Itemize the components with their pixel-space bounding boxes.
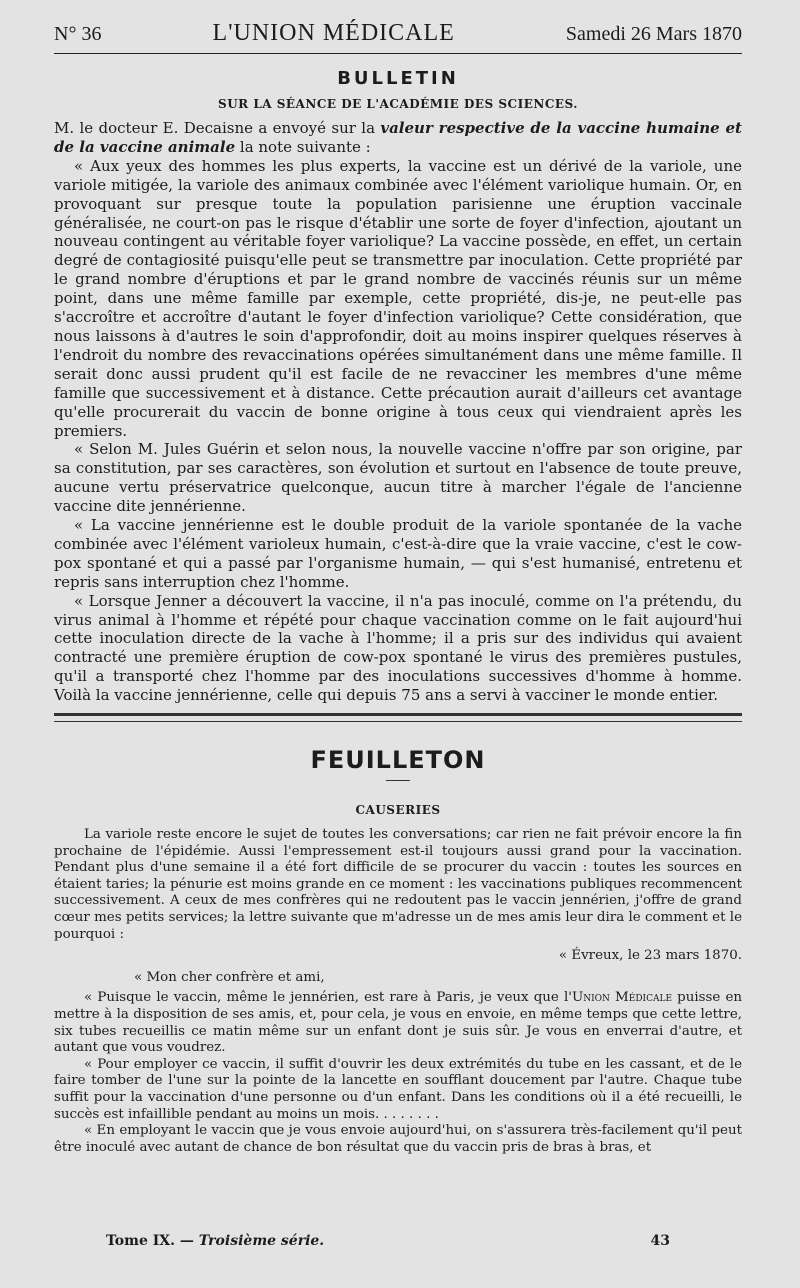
intro-text: M. le docteur E. Decaisne a envoyé sur la [54,119,381,137]
bulletin-body [54,119,742,705]
page-footer [106,1233,670,1249]
letter-salutation: « Mon cher confrère et ami, [134,969,325,985]
causeries-heading: CAUSERIES [355,803,441,818]
bulletin-paragraph: « Aux yeux des hommes les plus experts, la vaccine est un dérivé de la variole, une variole mitigée, la variole des animaux combinée avec l'élément variolique humain. Or, en provoquant sur presque toute la population parisienne une éruption vaccinale généralisée, ne court-on pas le risque d'établir une sorte de foyer d'infection, ajoutant un nouveau contingent au véritable foyer variolique? La vaccine possède, en effet, un certain degré de contagiosité puisqu'elle peut se transmettre par inoculation. Cette propriété par le grand nombre d'éruptions et par le grand nombre de vaccinés réunis sur un même point, dans une même famille par exemple, cette propriété, dis-je, ne peut-elle pas s'accroître et accroître d'autant le foyer d'infection variolique? Cette considération, que nous laissons à d'autres le soin d'approfondir, doit au moins inspirer quelques réserves à l'endroit du nombre des revaccinations opérées simultanément dans une même famille. Il serait donc aussi prudent qu'il est facile de ne revacciner les membres d'une même famille que successivement et à distance. Cette précaution aurait d'ailleurs cet avantage qu'elle procurerait du vaccin de bonne origine à tous ceux qui viendraient après les premiers. [54,156,742,440]
page-header [54,20,742,54]
feuilleton-paragraph: La variole reste encore le sujet de toutes les conversations; car rien ne fait prévoir encore la fin prochaine de l'épidémie. Aussi l'empressement est-il toujours aussi grand pour la vaccination. Pendant plus d'une semaine il a été fort difficile de se procurer du vaccin : toutes les sources en étaient taries; la pénurie est moins grande en ce moment : les vaccinations publiques recommencent successivement. A ceux de mes confrères qui ne redoutent pas le vaccin jennérien, j'offre de grand cœur mes petits services; la lettre suivante que m'adresse un de mes amis leur dira le comment et le pourquoi : [54,827,742,942]
page-number: 43 [650,1233,670,1249]
journal-title: L'UNION MÉDICALE [212,20,455,46]
volume-info [106,1233,324,1249]
feuilleton-body [54,827,742,1156]
bulletin-paragraph: « Lorsque Jenner a découvert la vaccine, il n'a pas inoculé, comme on l'a prétendu, du virus animal à l'homme et répété pour chaque vaccination comme on le fait aujourd'hui cette inoculation directe de la vache à l'homme; il a pris sur des individus qui avaient contracté une première éruption de cow-pox spontané le virus des premières pustules, qu'il a transporté chez l'homme par des inoculations successives d'homme à homme. Voilà la vaccine jennérienne, celle qui depuis 75 ans a servi à vacciner le monde entier. [54,591,742,705]
intro-italic-title: valeur respective de la vaccine humaine et de la vaccine animale [54,119,742,156]
journal-name-smallcaps: Union Médicale [571,990,673,1006]
bulletin-intro [54,119,742,157]
series-label: Troisième série. [198,1233,325,1249]
letter-text-end: puisse en mettre à la disposition de ses amis, et, pour cela, je vous en envoie, en même temps que cette lettre, six tubes recueillis ce matin même sur un enfant dont je suis sûr. Je vous en enverrai d'autre, et autant que vous voudrez. [54,990,743,1056]
section-divider [54,713,742,722]
letter-paragraph: « En employant le vaccin que je vous envoie aujourd'hui, on s'assurera très-facilement qu'il peut être inoculé avec autant de chance de bon résultat que du vaccin pris de bras à bras, et [54,1123,742,1155]
heading-dash [386,780,410,781]
issue-number: N° 36 [54,23,102,45]
bulletin-subheading: SUR LA SÉANCE DE L'ACADÉMIE DES SCIENCES. [218,97,578,111]
letter-paragraph [54,990,742,1056]
intro-text-end: la note suivante : [235,137,371,156]
bulletin-paragraph: « La vaccine jennérienne est le double produit de la variole spontanée de la vache combinée avec l'élément varioleux humain, c'est-à-dire que la vraie vaccine, c'est le cow-pox spontané et qui a passé par l'organisme humain, — qui s'est humanisé, entretenu et repris sans interruption chez l'homme. [54,516,742,591]
letter-place-date: « Évreux, le 23 mars 1870. [558,948,742,964]
letter-paragraph: « Pour employer ce vaccin, il suffit d'ouvrir les deux extrémités du tube en les cassant, et de le faire tomber de l'une sur la pointe de la lancette en soufflant doucement par l'autre. Chaque tube suffit pour la vaccination d'une personne ou d'un enfant. Dans les conditions où il a été recueilli, le succès est infaillible pendant au moins un mois. . . . . . . . [54,1056,742,1122]
letter-text: « Puisque le vaccin, même le jennérien, est rare à Paris, je veux que l' [84,990,572,1006]
issue-date: Samedi 26 Mars 1870 [565,23,742,45]
bulletin-heading: BULLETIN [337,68,459,89]
volume-label: Tome IX. — [106,1233,194,1249]
bulletin-paragraph: « Selon M. Jules Guérin et selon nous, la nouvelle vaccine n'offre par son origine, par sa constitution, par ses caractères, son évolution et surtout en l'absence de toute preuve, aucune vertu préservatrice quelconque, aucun titre à marcher l'égale de l'ancienne vaccine dite jennérienne. [54,440,742,516]
feuilleton-heading: FEUILLETON [310,746,486,775]
